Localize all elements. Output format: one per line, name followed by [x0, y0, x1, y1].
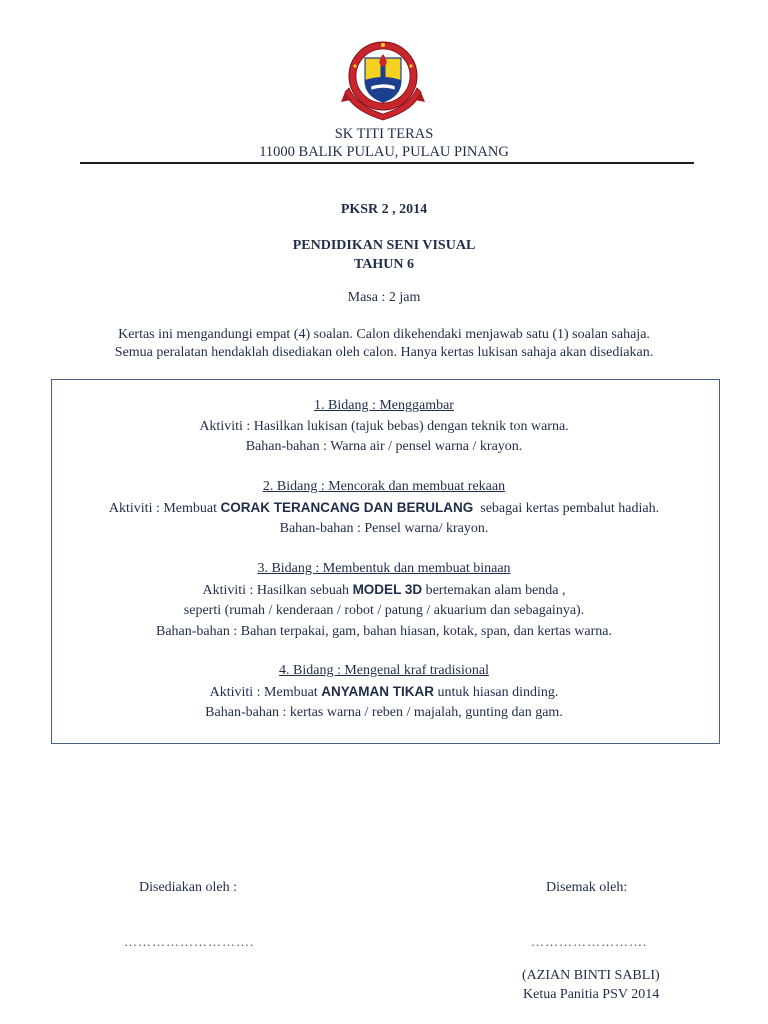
- section-materials: Bahan-bahan : Warna air / pensel warna / krayon.: [245, 439, 523, 454]
- exam-title: PKSR 2 , 2014: [340, 202, 428, 217]
- section-activity: [0, 498, 768, 520]
- section-activity: Aktiviti : Hasilkan lukisan (tajuk bebas) dengan teknik ton warna.: [199, 418, 569, 434]
- header-divider: [80, 162, 694, 164]
- section-title: 1. Bidang : Menggambar: [314, 398, 454, 413]
- question-section-3: [0, 559, 768, 642]
- instructions: [0, 326, 768, 362]
- activity-emphasis: ANYAMAN TIKAR: [321, 683, 434, 699]
- section-activity: [0, 580, 768, 602]
- checker-name: (AZIAN BINTI SABLI): [522, 968, 660, 983]
- instruction-line-2: Semua peralatan hendaklah disediakan oleh calon. Hanya kertas lukisan sahaja akan disediakan.: [114, 345, 654, 360]
- question-section-2: [0, 477, 768, 540]
- section-materials: Bahan-bahan : Pensel warna/ krayon.: [279, 521, 489, 536]
- activity-text: untuk hiasan dinding.: [433, 684, 559, 700]
- instruction-line-1: Kertas ini mengandungi empat (4) soalan. Calon dikehendaki menjawab satu (1) soalan sahaja.: [118, 327, 650, 342]
- checked-signature-line: …………………….: [531, 934, 648, 949]
- prepared-signature-line: ……………………….: [124, 934, 255, 949]
- activity-text: sebagai kertas pembalut hadiah.: [473, 500, 660, 516]
- school-name: SK TITI TERAS: [334, 126, 434, 142]
- school-crest-icon: [341, 36, 425, 126]
- activity-text: bertemakan alam benda ,: [422, 582, 566, 598]
- year-level: TAHUN 6: [353, 257, 415, 272]
- activity-text: Aktiviti : Membuat: [209, 684, 322, 700]
- section-materials: Bahan-bahan : Bahan terpakai, gam, bahan hiasan, kotak, span, dan kertas warna.: [156, 623, 612, 639]
- subject-name: PENDIDIKAN SENI VISUAL: [292, 238, 476, 253]
- subject-heading: [0, 236, 768, 274]
- checker-title: Ketua Panitia PSV 2014: [523, 987, 660, 1002]
- activity-emphasis: CORAK TERANCANG DAN BERULANG: [220, 499, 474, 515]
- question-section-1: [0, 396, 768, 458]
- section-title: 3. Bidang : Membentuk dan membuat binaan: [257, 561, 511, 576]
- checked-by-label: Disemak oleh:: [546, 880, 628, 895]
- activity-emphasis: MODEL 3D: [352, 581, 423, 597]
- prepared-by-label: Disediakan oleh :: [139, 880, 237, 895]
- activity-text: Aktiviti : Membuat: [108, 500, 221, 516]
- section-materials: Bahan-bahan : kertas warna / reben / majalah, gunting dan gam.: [205, 705, 563, 720]
- section-title: 2. Bidang : Mencorak dan membuat rekaan: [262, 479, 506, 494]
- section-title: 4. Bidang : Mengenal kraf tradisional: [279, 663, 489, 678]
- school-address: 11000 BALIK PULAU, PULAU PINANG: [259, 144, 509, 160]
- activity-text: Aktiviti : Hasilkan sebuah: [202, 582, 353, 598]
- exam-duration: Masa : 2 jam: [347, 290, 421, 305]
- section-activity: [0, 682, 768, 704]
- section-activity-line-2: seperti (rumah / kenderaan / robot / patung / akuarium dan sebagainya).: [183, 603, 585, 618]
- question-section-4: [0, 661, 768, 724]
